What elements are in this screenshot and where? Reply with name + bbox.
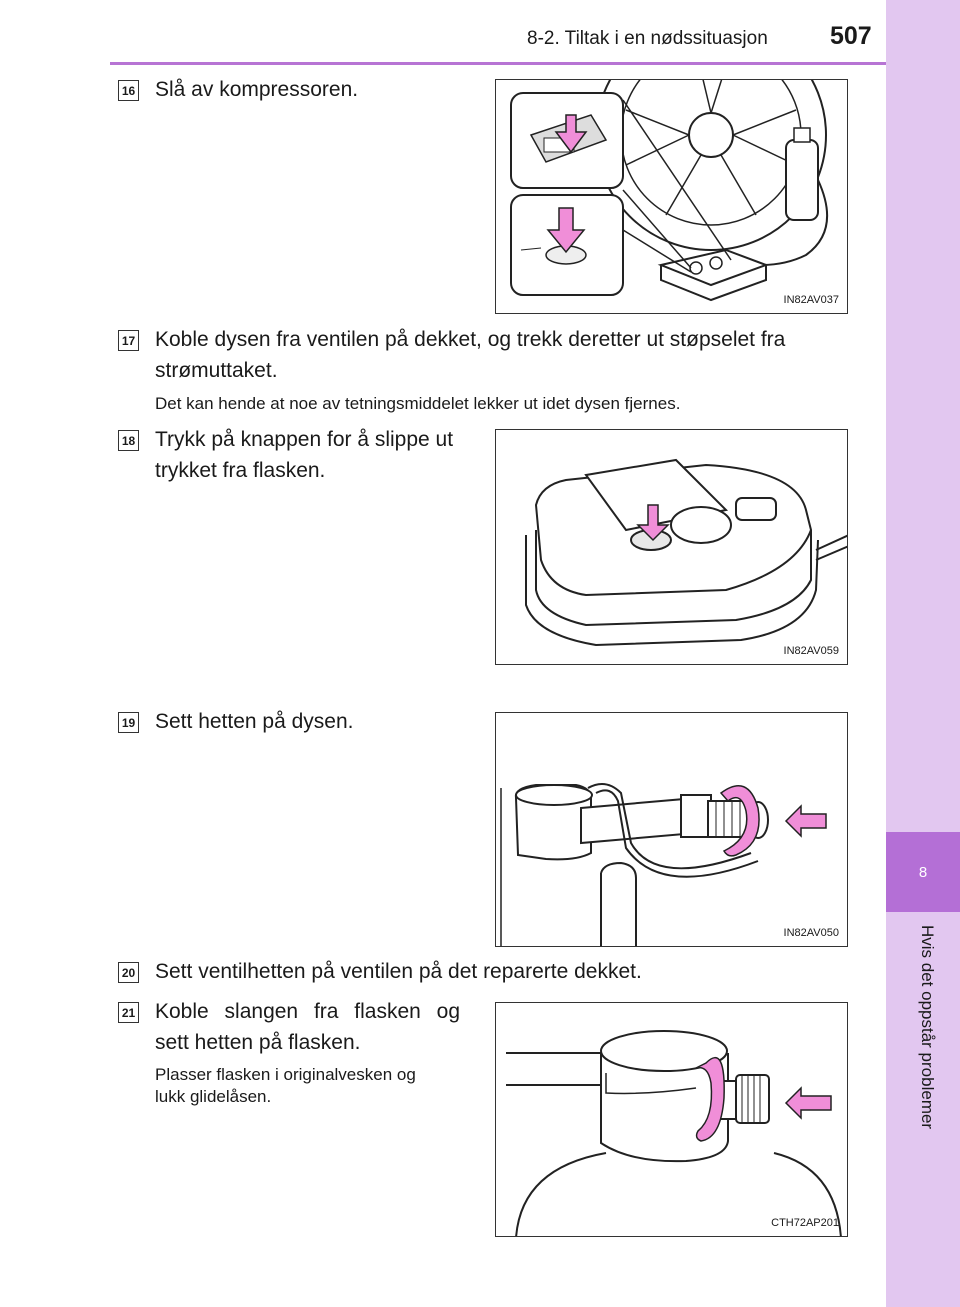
step-21-text-line2: sett hetten på flasken. [155,1031,361,1054]
step-number-18: 18 [118,430,139,451]
step-16-text: Slå av kompressoren. [155,78,359,101]
step-number-17: 17 [118,330,139,351]
step-20-text: Sett ventilhetten på ventilen på det reparerte dekket. [155,960,642,983]
figure-code-16: IN82AV037 [783,294,839,306]
step-number-21: 21 [118,1002,139,1023]
step-number-19: 19 [118,712,139,733]
page-number: 507 [830,22,872,50]
step-21-text-line1: Koble slangen fra flasken og [155,1000,461,1023]
figure-bottle-cap [495,1002,848,1237]
chapter-number: 8 [918,863,928,881]
step-21-note-line1: Plasser flasken i originalvesken og [155,1065,416,1084]
step-number-16: 16 [118,80,139,101]
figure-code-18: IN82AV059 [783,645,839,657]
figure-code-19: IN82AV050 [783,927,839,939]
figure-compressor-off [495,79,848,314]
step-number-20: 20 [118,962,139,983]
step-18-text-line2: trykket fra flasken. [155,459,326,482]
step-17-note: Det kan hende at noe av tetningsmiddelet lekker ut idet dysen fjernes. [155,394,681,413]
figure-pressure-release [495,429,848,665]
chapter-number-box [886,832,960,912]
step-17-text-line2: strømuttaket. [155,359,278,382]
step-18-text-line1: Trykk på knappen for å slippe ut [155,428,454,451]
step-21-note-line2: lukk glidelåsen. [155,1087,272,1106]
figure-nozzle-cap [495,712,848,947]
step-19-text: Sett hetten på dysen. [155,710,354,733]
step-17-text-line1: Koble dysen fra ventilen på dekket, og trekk deretter ut støpselet fra [155,328,786,351]
section-header: 8-2. Tiltak i en nødssituasjon [527,28,768,49]
figure-code-21: CTH72AP201 [771,1217,839,1229]
chapter-title: Hvis det oppstår problemer [918,925,937,1130]
header-rule [110,62,886,65]
